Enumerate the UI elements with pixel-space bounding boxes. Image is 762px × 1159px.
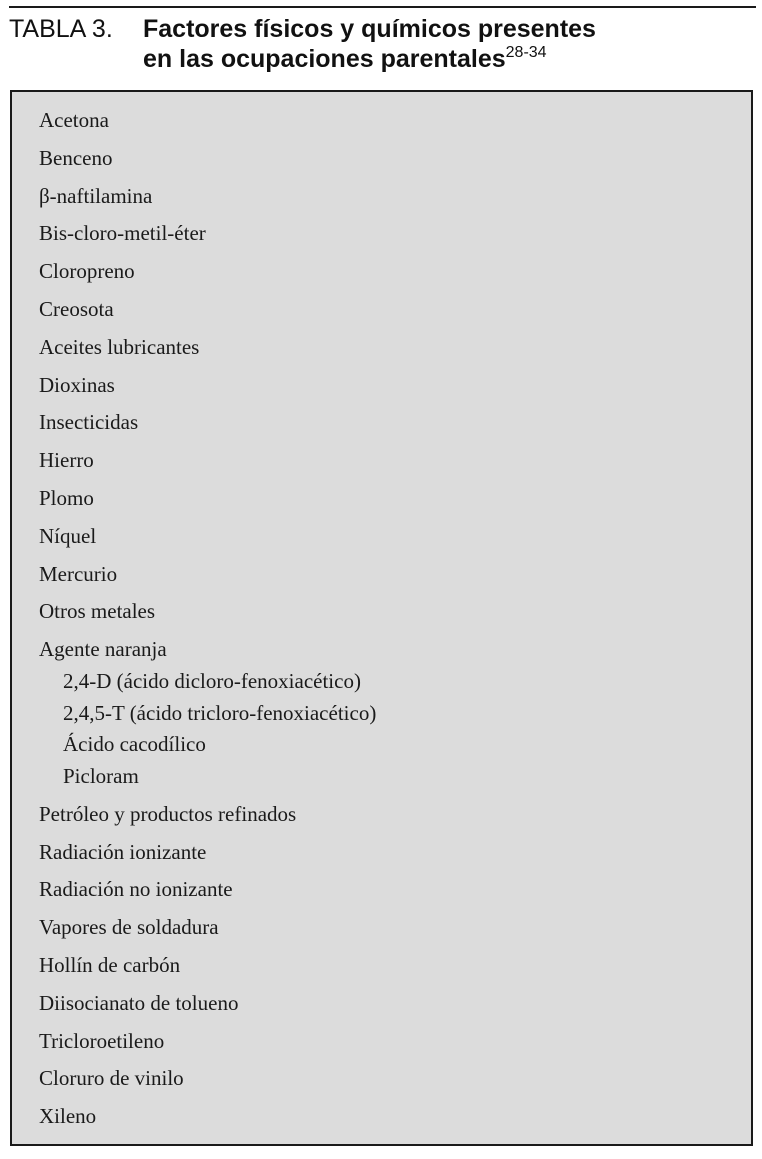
list-item: Creosota bbox=[39, 296, 114, 321]
table-label: TABLA 3. bbox=[9, 15, 113, 43]
list-item: β-naftilamina bbox=[39, 183, 153, 208]
caption-line-1 bbox=[9, 14, 754, 44]
list-item: Otros metales bbox=[39, 599, 156, 624]
list-item: Insecticidas bbox=[39, 410, 139, 435]
list-item: Níquel bbox=[39, 523, 97, 548]
list-item: Xileno bbox=[39, 1104, 97, 1129]
reference-superscript: 28-34 bbox=[505, 44, 547, 61]
list-item: Petróleo y productos refinados bbox=[39, 801, 297, 826]
list-item: Cloropreno bbox=[39, 259, 135, 284]
list-item: Hollín de carbón bbox=[39, 952, 181, 977]
list-item: Radiación ionizante bbox=[39, 839, 207, 864]
list-item: Hierro bbox=[39, 448, 94, 473]
list-item: Cloruro de vinilo bbox=[39, 1066, 184, 1091]
list-item: Acetona bbox=[39, 108, 109, 132]
top-rule bbox=[9, 6, 756, 8]
list-item-group-heading: Agente naranja bbox=[39, 637, 167, 662]
caption-line-2 bbox=[9, 44, 754, 74]
list-sub-item: 2,4,5-T (ácido tricloro-fenoxiacético) bbox=[63, 700, 377, 725]
list-item: Bis-cloro-metil-éter bbox=[39, 221, 206, 246]
list-item: Plomo bbox=[39, 485, 94, 510]
list-sub-item: 2,4-D (ácido dicloro-fenoxiacético) bbox=[63, 669, 361, 694]
list-item: Benceno bbox=[39, 145, 113, 170]
table-title-line-2: en las ocupaciones parentales bbox=[143, 45, 506, 73]
list-item: Diisocianato de tolueno bbox=[39, 990, 239, 1015]
list-sub-item: Ácido cacodílico bbox=[63, 732, 206, 757]
list-item: Aceites lubricantes bbox=[39, 334, 200, 359]
table-caption bbox=[9, 14, 754, 74]
list-item: Tricloroetileno bbox=[39, 1028, 165, 1053]
list-item: Mercurio bbox=[39, 561, 118, 586]
table-body bbox=[10, 90, 753, 1146]
list-sub-item: Picloram bbox=[63, 763, 139, 788]
factor-list bbox=[39, 105, 376, 1139]
list-item: Vapores de soldadura bbox=[39, 915, 219, 940]
list-item: Dioxinas bbox=[39, 372, 115, 397]
table-title-line-1: Factores físicos y químicos presentes bbox=[143, 15, 596, 43]
list-item: Radiación no ionizante bbox=[39, 877, 233, 902]
